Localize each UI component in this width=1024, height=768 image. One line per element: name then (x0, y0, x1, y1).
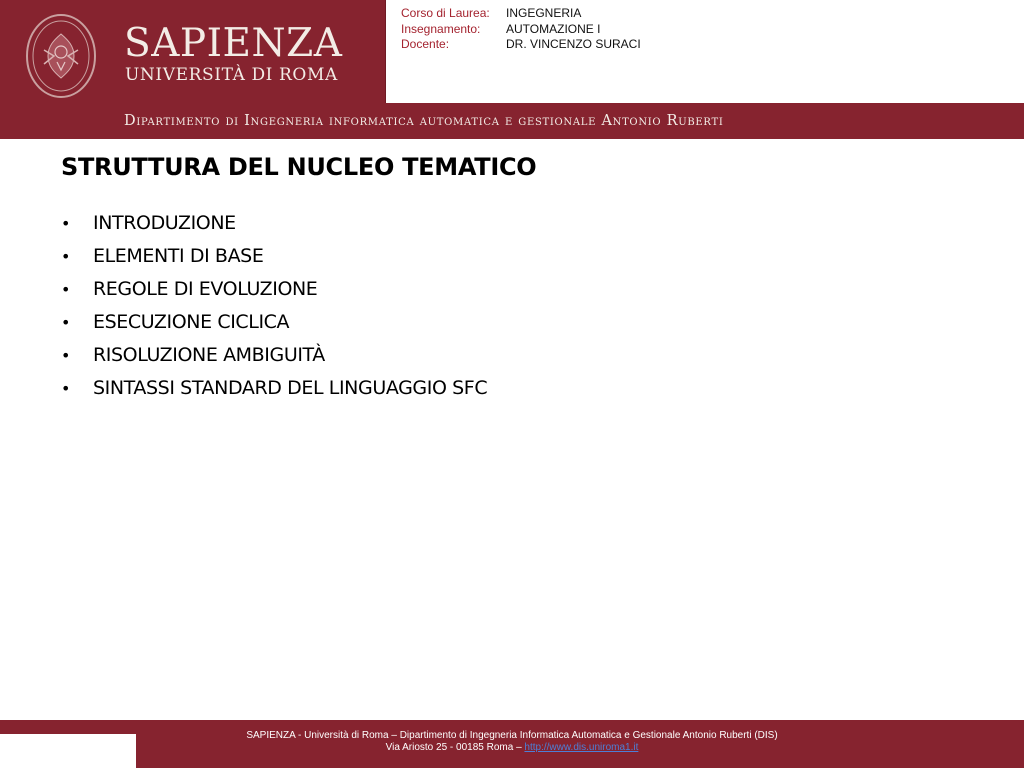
topic-list (61, 207, 487, 405)
list-item-text: SINTASSI STANDARD DEL LINGUAGGIO SFC (93, 377, 488, 399)
subject-label: Insegnamento: (401, 21, 481, 36)
header-logo-panel (0, 0, 386, 104)
department-name: Dipartimento di Ingegneria informatica automatica e gestionale Antonio Ruberti (124, 113, 724, 129)
footer-institution-line: SAPIENZA - Università di Roma – Dipartimento di Ingegneria Informatica Automatica e Gestionale Antonio Ruberti (DIS) (246, 730, 778, 741)
list-item-text: REGOLE DI EVOLUZIONE (93, 278, 318, 300)
list-item-text: INTRODUZIONE (93, 212, 236, 234)
brand-name: SAPIENZA (124, 21, 343, 66)
bullet-icon: • (61, 379, 71, 398)
bullet-icon: • (61, 280, 71, 299)
slide-title: STRUTTURA DEL NUCLEO TEMATICO (61, 153, 537, 181)
teacher-label: Docente: (401, 37, 450, 51)
department-band (0, 103, 1024, 139)
course-info-row (401, 22, 641, 38)
footer-website-link[interactable]: http://www.dis.uniroma1.it (524, 742, 639, 753)
subject-value: AUTOMAZIONE I (506, 21, 601, 36)
bullet-icon: • (61, 214, 71, 233)
list-item (61, 240, 487, 273)
list-item (61, 306, 487, 339)
sapienza-seal-icon (24, 12, 98, 100)
list-item-text: ESECUZIONE CICLICA (93, 311, 290, 333)
bullet-icon: • (61, 247, 71, 266)
list-item (61, 339, 487, 372)
course-value: INGEGNERIA (506, 6, 582, 20)
course-info-row (401, 37, 641, 53)
footer-address: Via Ariosto 25 - 00185 Roma – (385, 742, 525, 753)
teacher-value: DR. VINCENZO SURACI (506, 37, 641, 51)
list-item-text: RISOLUZIONE AMBIGUITÀ (93, 344, 325, 366)
bullet-icon: • (61, 346, 71, 365)
bullet-icon: • (61, 313, 71, 332)
course-label: Corso di Laurea: (401, 6, 490, 20)
list-item (61, 207, 487, 240)
course-info-row (401, 6, 641, 22)
list-item (61, 273, 487, 306)
list-item (61, 372, 487, 405)
footer-address-line (0, 742, 1024, 753)
list-item-text: ELEMENTI DI BASE (93, 245, 264, 267)
brand-subtitle: UNIVERSITÀ DI ROMA (125, 65, 338, 85)
course-info (401, 6, 641, 53)
